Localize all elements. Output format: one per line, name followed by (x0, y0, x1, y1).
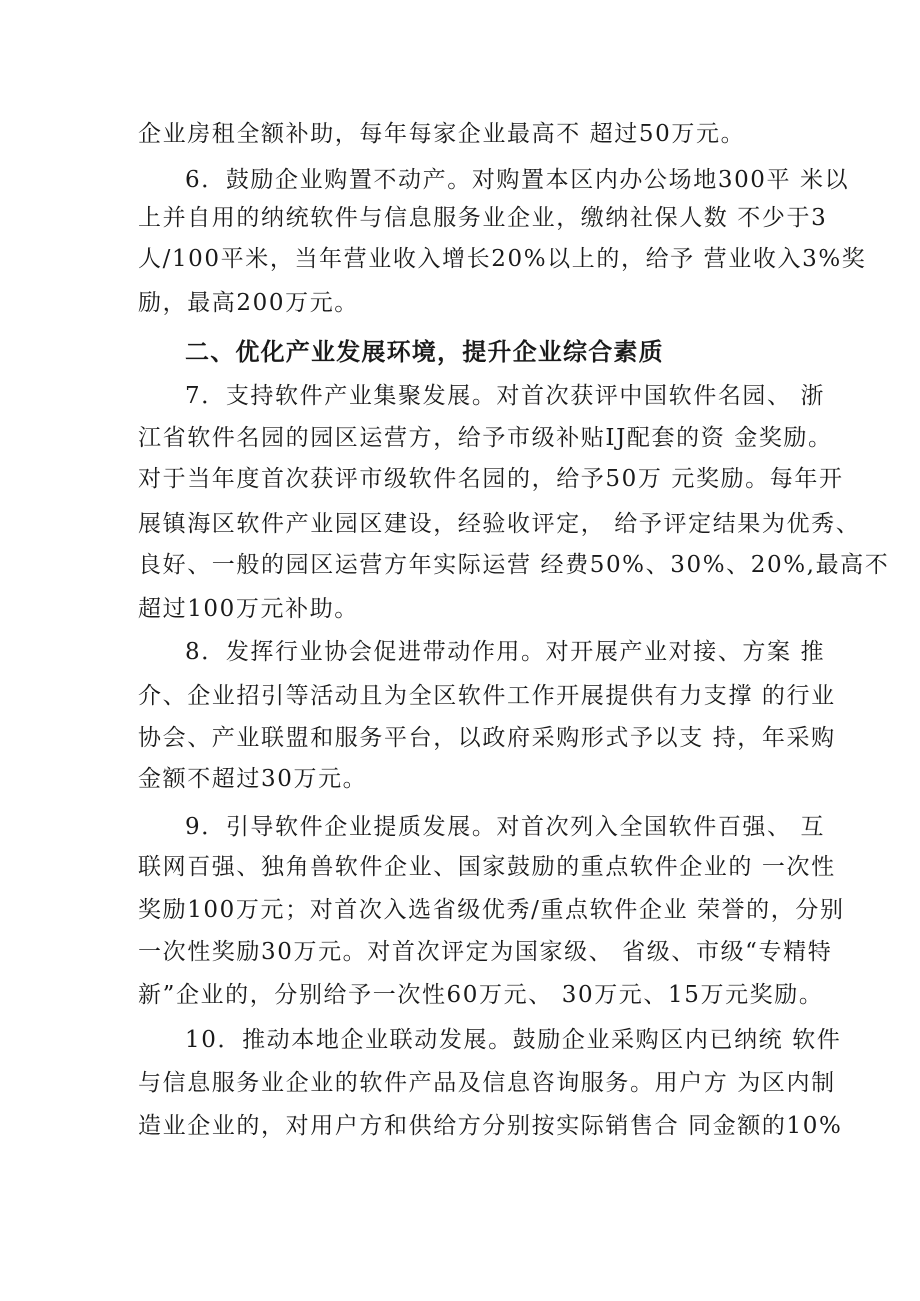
text-line: 造业企业的，对用户方和供给方分别按实际销售合 同金额的10% (138, 1113, 843, 1139)
text-line: 联网百强、独角兽软件企业、国家鼓励的重点软件企业的 一次性 (138, 854, 836, 880)
text-line: 金额不超过30万元。 (138, 766, 368, 792)
text-line: 与信息服务业企业的软件产品及信息咨询服务。用户方 为区内制 (138, 1070, 836, 1096)
text-line: 江省软件名园的园区运营方，给予市级补贴IJ配套的资 金奖励。 (138, 425, 833, 451)
item-9-first-line: 9．引导软件企业提质发展。对首次列入全国软件百强、 互 (185, 814, 826, 840)
text-line: 协会、产业联盟和服务平台，以政府采购形式予以支 持，年采购 (138, 725, 836, 751)
text-line: 新”企业的，分别给予一次性60万元、 30万元、15万元奖励。 (138, 982, 824, 1008)
text-line: 介、企业招引等活动且为全区软件工作开展提供有力支撑 的行业 (138, 683, 836, 709)
text-line: 展镇海区软件产业园区建设，经验收评定， 给予评定结果为优秀、 (138, 511, 861, 537)
text-line: 上并自用的纳统软件与信息服务业企业，缴纳社保人数 不少于3 (138, 205, 828, 231)
text-line: 对于当年度首次获评市级软件名园的，给予50万 元奖励。每年开 (138, 466, 844, 492)
text-line: 人/100平米，当年营业收入增长20%以上的，给予 营业收入3%奖 (138, 246, 867, 272)
text-line: 良好、一般的园区运营方年实际运营 经费50%、30%、20%,最高不 (138, 552, 890, 578)
section-heading: 二、优化产业发展环境，提升企业综合素质 (185, 338, 664, 366)
text-line: 超过100万元补助。 (138, 596, 359, 622)
text-line: 一次性奖励30万元。对首次评定为国家级、 省级、市级“专精特 (138, 939, 833, 965)
item-7-first-line: 7．支持软件产业集聚发展。对首次获评中国软件名园、 浙 (185, 383, 826, 409)
item-10-first-line: 10．推动本地企业联动发展。鼓励企业采购区内已纳统 软件 (185, 1027, 842, 1053)
item-6-first-line: 6．鼓励企业购置不动产。对购置本区内办公场地300平 米以 (185, 167, 850, 193)
text-line: 企业房租全额补助，每年每家企业最高不 超过50万元。 (138, 121, 746, 147)
text-line: 励，最高200万元。 (138, 290, 359, 316)
item-8-first-line: 8．发挥行业协会促进带动作用。对开展产业对接、方案 推 (185, 639, 826, 665)
text-line: 奖励100万元；对首次入选省级优秀/重点软件企业 荣誉的，分别 (138, 897, 845, 923)
